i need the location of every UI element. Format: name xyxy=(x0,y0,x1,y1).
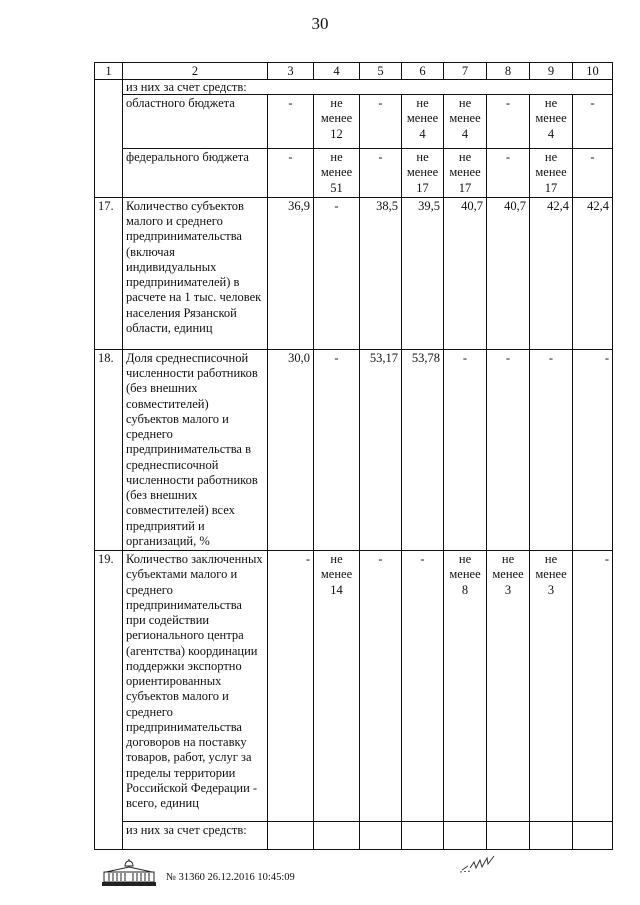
value-cell xyxy=(402,822,444,850)
value-cell: - xyxy=(487,149,530,198)
header-cell: 1 xyxy=(95,63,123,80)
value-cell xyxy=(530,822,573,850)
header-cell: 9 xyxy=(530,63,573,80)
header-cell: 6 xyxy=(402,63,444,80)
value-cell: не менее 8 xyxy=(444,551,487,822)
value-cell: 53,17 xyxy=(360,349,402,550)
table-row xyxy=(95,551,613,822)
value-cell: - xyxy=(360,95,402,149)
row-number: 18. xyxy=(95,349,123,550)
value-cell: - xyxy=(487,95,530,149)
value-cell: 40,7 xyxy=(487,197,530,349)
row-number xyxy=(95,80,123,95)
value-cell: не менее 12 xyxy=(314,95,360,149)
value-cell: не менее 17 xyxy=(444,149,487,198)
value-cell: - xyxy=(268,149,314,198)
header-cell: 10 xyxy=(573,63,613,80)
value-cell: не менее 4 xyxy=(530,95,573,149)
value-cell: не менее 3 xyxy=(487,551,530,822)
value-cell: - xyxy=(573,349,613,550)
value-cell: не менее 4 xyxy=(444,95,487,149)
row-number: 19. xyxy=(95,551,123,822)
value-cell: не менее 51 xyxy=(314,149,360,198)
row-number xyxy=(95,822,123,850)
value-cell: - xyxy=(444,349,487,550)
value-cell: 53,78 xyxy=(402,349,444,550)
value-cell: 42,4 xyxy=(530,197,573,349)
government-building-icon xyxy=(100,859,158,887)
row-number xyxy=(95,149,123,198)
value-cell xyxy=(268,822,314,850)
value-cell: - xyxy=(268,551,314,822)
value-cell xyxy=(314,822,360,850)
signature-scribble xyxy=(460,852,510,874)
row-label: федерального бюджета xyxy=(123,149,268,198)
row-label: Количество заключенных субъектами малого и среднего предпринимательства при содействии регионального центра (агентства) координации поддержки экспортно ориентированных субъектов малого и среднего предпринимательства договоров на поставку товаров, работ, услуг за пределы территории Российской Федерации - всего, единиц xyxy=(123,551,268,822)
value-cell: - xyxy=(360,149,402,198)
indicators-table xyxy=(94,62,613,850)
document-number: № 31360 xyxy=(166,872,205,883)
value-cell: не менее 17 xyxy=(530,149,573,198)
value-cell xyxy=(360,822,402,850)
table-row xyxy=(95,822,613,850)
value-cell: - xyxy=(573,551,613,822)
value-cell: - xyxy=(314,197,360,349)
value-cell: - xyxy=(360,551,402,822)
value-cell: - xyxy=(573,149,613,198)
table-header-row xyxy=(95,63,613,80)
value-cell: 30,0 xyxy=(268,349,314,550)
value-cell xyxy=(573,822,613,850)
header-cell: 8 xyxy=(487,63,530,80)
value-cell: 42,4 xyxy=(573,197,613,349)
value-cell: не менее 3 xyxy=(530,551,573,822)
value-cell xyxy=(487,822,530,850)
value-cell: 40,7 xyxy=(444,197,487,349)
value-cell: не менее 17 xyxy=(402,149,444,198)
row-label: из них за счет средств: xyxy=(123,822,268,850)
row-label: из них за счет средств: xyxy=(123,80,613,95)
document-stamp xyxy=(166,872,295,883)
value-cell xyxy=(444,822,487,850)
header-cell: 7 xyxy=(444,63,487,80)
value-cell: - xyxy=(487,349,530,550)
header-cell: 4 xyxy=(314,63,360,80)
value-cell: не менее 14 xyxy=(314,551,360,822)
header-cell: 2 xyxy=(123,63,268,80)
value-cell: - xyxy=(402,551,444,822)
value-cell: - xyxy=(573,95,613,149)
table-row xyxy=(95,149,613,198)
row-label: Количество субъектов малого и среднего предпринимательства (включая индивидуальных предпринимателей) в расчете на 1 тыс. человек населения Рязанской области, единиц xyxy=(123,197,268,349)
row-number: 17. xyxy=(95,197,123,349)
row-number xyxy=(95,95,123,149)
document-timestamp: 26.12.2016 10:45:09 xyxy=(207,872,295,883)
table-row xyxy=(95,80,613,95)
page-number: 30 xyxy=(311,14,329,33)
table-row xyxy=(95,349,613,550)
table-row xyxy=(95,197,613,349)
row-label: областного бюджета xyxy=(123,95,268,149)
value-cell: - xyxy=(268,95,314,149)
value-cell: 39,5 xyxy=(402,197,444,349)
table-row xyxy=(95,95,613,149)
header-cell: 3 xyxy=(268,63,314,80)
value-cell: 38,5 xyxy=(360,197,402,349)
value-cell: не менее 4 xyxy=(402,95,444,149)
header-cell: 5 xyxy=(360,63,402,80)
row-label: Доля среднесписочной численности работников (без внешних совместителей) субъектов малого и среднего предпринимательства в среднесписочной численности работников (без внешних совместителей) всех предприятий и организаций, % xyxy=(123,349,268,550)
value-cell: - xyxy=(314,349,360,550)
value-cell: - xyxy=(530,349,573,550)
value-cell: 36,9 xyxy=(268,197,314,349)
